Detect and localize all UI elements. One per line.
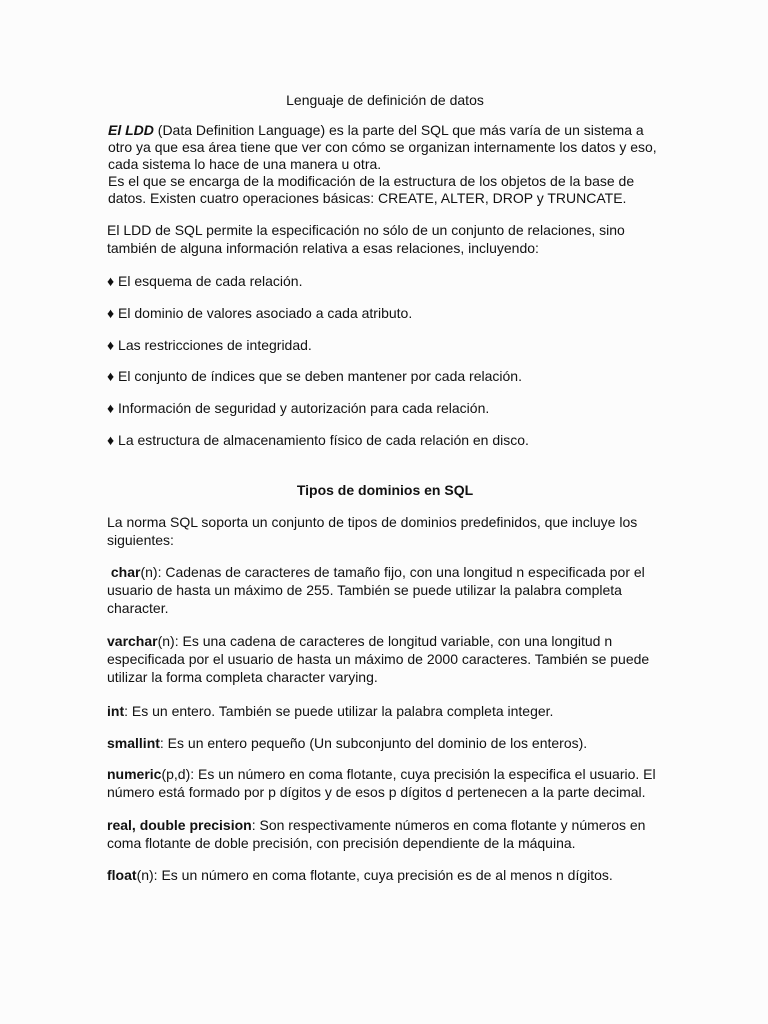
type-term: varchar <box>107 633 158 649</box>
type-term: numeric <box>107 766 162 782</box>
type-term: smallint <box>107 735 160 751</box>
type-numeric <box>107 765 667 801</box>
type-smallint-line-1 <box>107 734 667 752</box>
type-term: char <box>110 564 141 580</box>
ldd-paragraph <box>107 221 667 257</box>
intro-line-1 <box>108 122 668 139</box>
intro-line-4: Es el que se encarga de la modificación de la estructura de los objetos de la base de <box>108 173 635 189</box>
norma-line-1: La norma SQL soporta un conjunto de tipos de dominios predefinidos, que incluye los <box>107 514 638 530</box>
type-desc: : Es un entero pequeño (Un subconjunto del dominio de los enteros). <box>159 735 588 751</box>
intro-line-2: otro ya que esa área tiene que ver con cómo se organizan internamente los datos y eso, <box>108 139 657 155</box>
intro-line-1-text: (Data Definition Language) es la parte del SQL que más varía de un sistema a <box>153 122 644 138</box>
section-title: Tipos de dominios en SQL <box>296 482 474 498</box>
type-smallint <box>107 734 667 752</box>
page-title: Lenguaje de definición de datos <box>286 92 484 108</box>
type-real <box>107 816 667 852</box>
ldd-line-2: también de alguna información relativa a esas relaciones, incluyendo: <box>107 240 539 256</box>
type-varchar-line-1 <box>107 632 667 650</box>
type-int <box>107 702 667 720</box>
intro-line-5: datos. Existen cuatro operaciones básicas: CREATE, ALTER, DROP y TRUNCATE. <box>108 190 627 206</box>
type-char <box>107 563 667 617</box>
type-desc: (n): Es una cadena de caracteres de longitud variable, con una longitud n <box>157 633 613 649</box>
type-float <box>107 866 667 884</box>
type-varchar-line-3: utilizar la forma completa character varying. <box>107 669 378 685</box>
type-real-line-2: coma flotante de doble precisión, con precisión dependiente de la máquina. <box>107 835 576 851</box>
type-desc: (n): Cadenas de caracteres de tamaño fijo, con una longitud n especificada por el <box>140 564 645 580</box>
type-term: float <box>107 867 137 883</box>
ldd-line-1: El LDD de SQL permite la especificación no sólo de un conjunto de relaciones, sino <box>107 222 625 238</box>
type-numeric-line-1 <box>107 765 667 783</box>
bullet-item: ♦ Información de seguridad y autorización para cada relación. <box>107 400 490 416</box>
type-char-line-3: character. <box>107 600 169 616</box>
norma-paragraph <box>107 513 667 549</box>
type-char-line-2: usuario de hasta un máximo de 255. También se puede utilizar la palabra completa <box>107 582 622 598</box>
bullet-item: ♦ El conjunto de índices que se deben mantener por cada relación. <box>107 368 522 384</box>
bullet-item: ♦ Las restricciones de integridad. <box>107 337 312 353</box>
type-desc: (p,d): Es un número en coma flotante, cuya precisión la especifica el usuario. El <box>161 766 656 782</box>
type-varchar-line-2: especificada por el usuario de hasta un máximo de 2000 caracteres. También se puede <box>107 651 650 667</box>
type-desc: : Son respectivamente números en coma flotante y números en <box>251 817 646 833</box>
type-char-line-1 <box>107 563 667 581</box>
bullet-item: ♦ El esquema de cada relación. <box>107 273 303 289</box>
bullet-item: ♦ La estructura de almacenamiento físico de cada relación en disco. <box>107 432 529 448</box>
type-desc: : Es un entero. También se puede utilizar la palabra completa integer. <box>124 703 554 719</box>
norma-line-2: siguientes: <box>107 532 174 548</box>
type-float-line-1 <box>107 866 667 884</box>
type-term: int <box>107 703 125 719</box>
type-int-line-1 <box>107 702 667 720</box>
type-real-line-1 <box>107 816 667 834</box>
type-numeric-line-2: número está formado por p dígitos y de esos p dígitos d pertenecen a la parte decimal. <box>107 784 646 800</box>
type-term: real, double precision <box>107 817 252 833</box>
intro-term: El LDD <box>108 122 154 138</box>
type-varchar <box>107 632 667 686</box>
bullet-item: ♦ El dominio de valores asociado a cada atributo. <box>107 305 413 321</box>
intro-paragraph <box>108 122 668 207</box>
type-desc: (n): Es un número en coma flotante, cuya precisión es de al menos n dígitos. <box>136 867 613 883</box>
intro-line-3: cada sistema lo hace de una manera u otra. <box>108 156 382 172</box>
